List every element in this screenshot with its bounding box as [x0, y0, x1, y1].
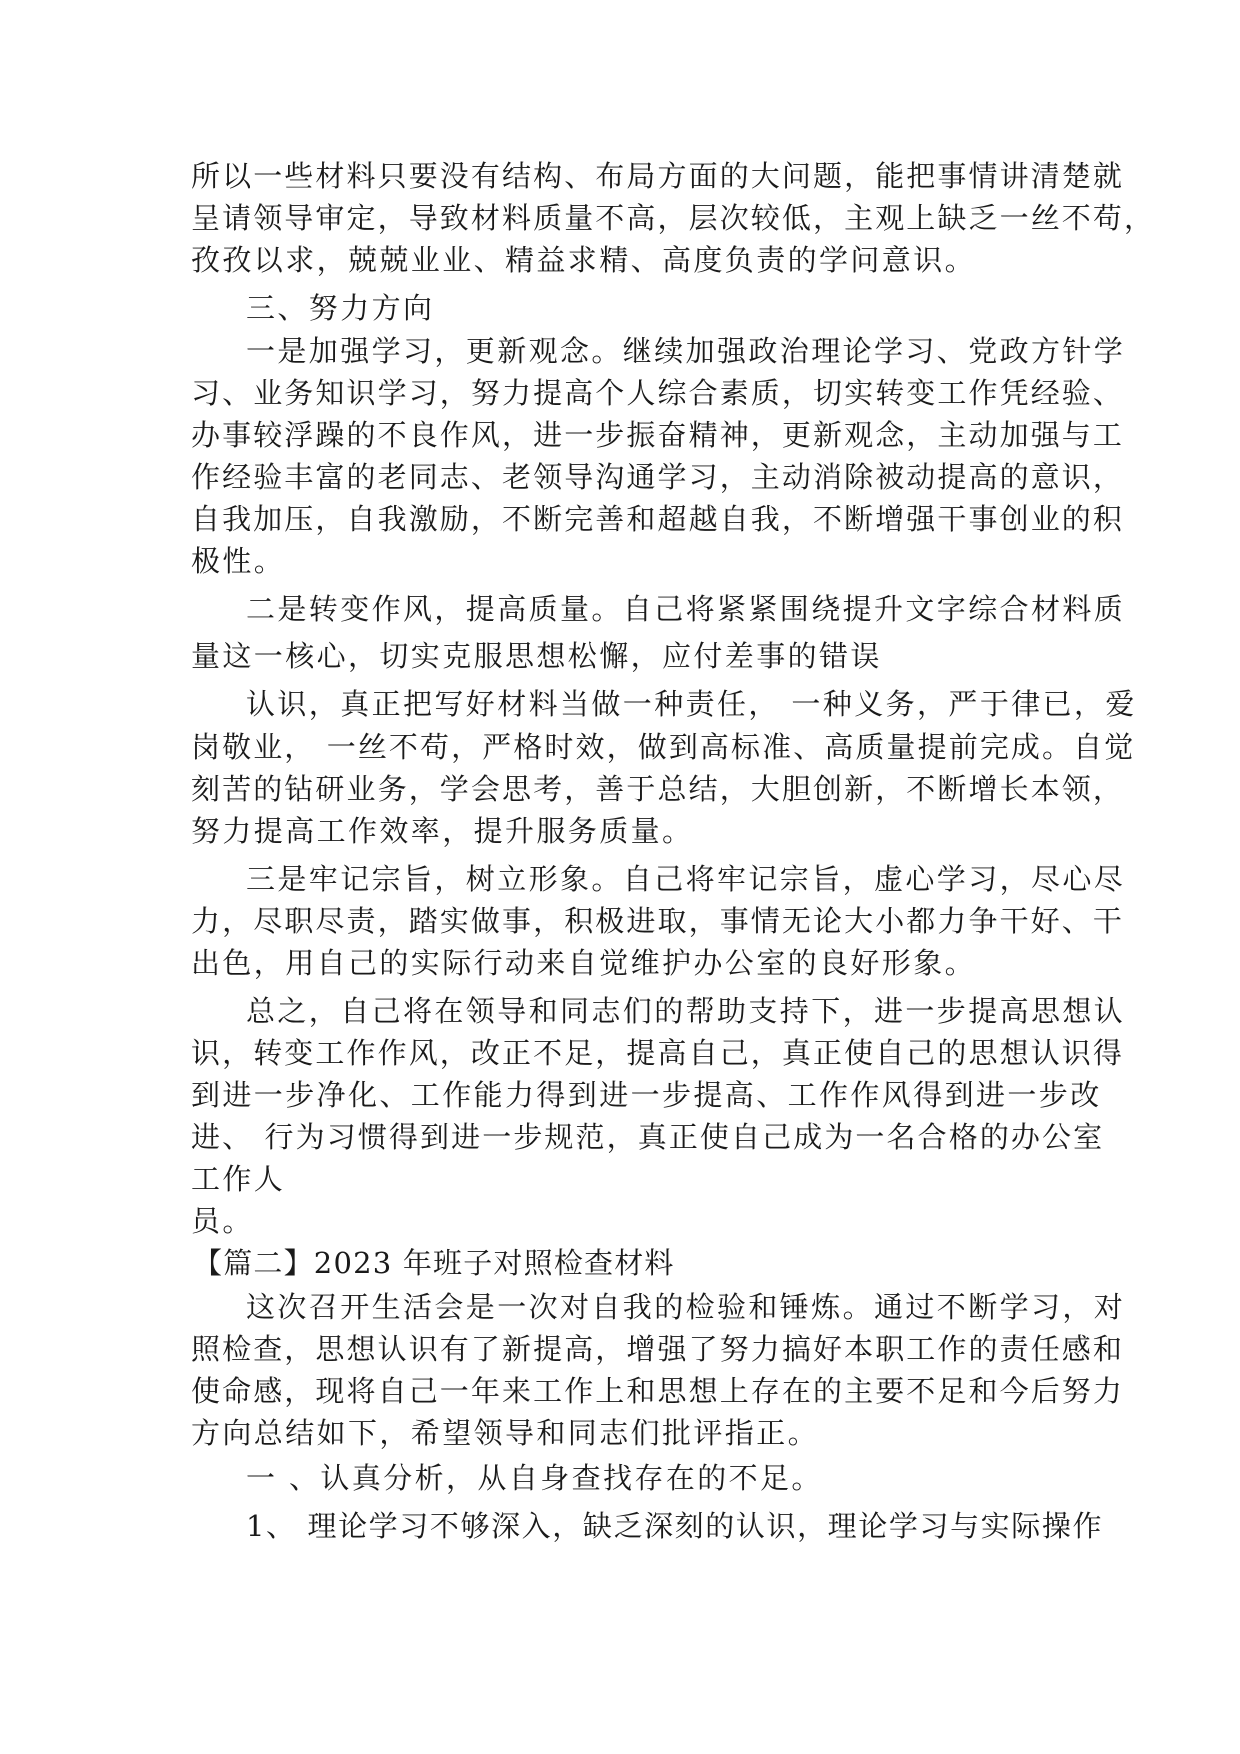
paragraph-line: 二是转变作风，提高质量。自己将紧紧围绕提升文字综合材料质 — [246, 592, 1126, 626]
paragraph-line: 使命感，现将自己一年来工作上和思想上存在的主要不足和今后努力 — [191, 1374, 1125, 1408]
paragraph-line: 岗敬业， 一丝不苟，严格时效，做到高标准、高质量提前完成。自觉 — [191, 730, 1136, 764]
paragraph-line: 总之，自己将在领导和同志们的帮助支持下，进一步提高思想认 — [246, 994, 1126, 1028]
paragraph-line: 出色，用自己的实际行动来自觉维护办公室的良好形象。 — [191, 946, 977, 980]
paragraph-line: 方向总结如下，希望领导和同志们批评指正。 — [191, 1416, 820, 1450]
paragraph-line: 孜孜以求，兢兢业业、精益求精、高度负责的学问意识。 — [191, 243, 977, 277]
paragraph-line: 照检查，思想认识有了新提高，增强了努力搞好本职工作的责任感和 — [191, 1332, 1125, 1366]
paragraph-line: 一是加强学习，更新观念。继续加强政治理论学习、党政方针学 — [246, 334, 1126, 368]
paragraph-line: 进、 行为习惯得到进一步规范，真正使自己成为一名合格的办公室 — [191, 1120, 1105, 1154]
paragraph-line: 呈请领导审定，导致材料质量不高，层次较低，主观上缺乏一丝不苟， — [191, 201, 1156, 235]
paragraph-line: 工作人 — [191, 1162, 286, 1196]
paragraph-line: 办事较浮躁的不良作风，进一步振奋精神，更新观念，主动加强与工 — [191, 418, 1125, 452]
paragraph-line: 努力提高工作效率，提升服务质量。 — [191, 814, 694, 848]
paragraph-line: 极性。 — [191, 544, 286, 578]
section-heading: 三、努力方向 — [246, 291, 435, 325]
paragraph-line: 刻苦的钻研业务，学会思考，善于总结，大胆创新，不断增长本领， — [191, 772, 1125, 806]
paragraph-line: 认识，真正把写好材料当做一种责任， 一种义务，严于律已，爱 — [246, 687, 1137, 721]
paragraph-line: 这次召开生活会是一次对自我的检验和锤炼。通过不断学习，对 — [246, 1290, 1126, 1324]
paragraph-line: 识，转变工作作风，改正不足，提高自己，真正使自己的思想认识得 — [191, 1036, 1125, 1070]
section-heading: 一 、认真分析，从自身查找存在的不足。 — [246, 1461, 823, 1495]
paragraph-line: 力，尽职尽责，踏实做事，积极进取，事情无论大小都力争干好、干 — [191, 904, 1125, 938]
paragraph-line: 到进一步净化、工作能力得到进一步提高、工作作风得到进一步改 — [191, 1078, 1102, 1112]
paragraph-line: 习、业务知识学习，努力提高个人综合素质，切实转变工作凭经验、 — [191, 376, 1125, 410]
paragraph-line: 所以一些材料只要没有结构、布局方面的大问题，能把事情讲清楚就 — [191, 159, 1125, 193]
paragraph-line: 作经验丰富的老同志、老领导沟通学习，主动消除被动提高的意识， — [191, 460, 1125, 494]
paragraph-line: 三是牢记宗旨，树立形象。自己将牢记宗旨，虚心学习，尽心尽 — [246, 862, 1126, 896]
numbered-item: 1、 理论学习不够深入，缺乏深刻的认识，理论学习与实际操作 — [246, 1509, 1104, 1543]
paragraph-line: 自我加压，自我激励，不断完善和超越自我，不断增强干事创业的积 — [191, 502, 1125, 536]
paragraph-line: 量这一核心，切实克服思想松懈，应付差事的错误 — [191, 639, 882, 673]
paragraph-line: 员。 — [191, 1204, 254, 1238]
chapter-heading: 【篇二】2023 年班子对照检查材料 — [193, 1246, 675, 1280]
